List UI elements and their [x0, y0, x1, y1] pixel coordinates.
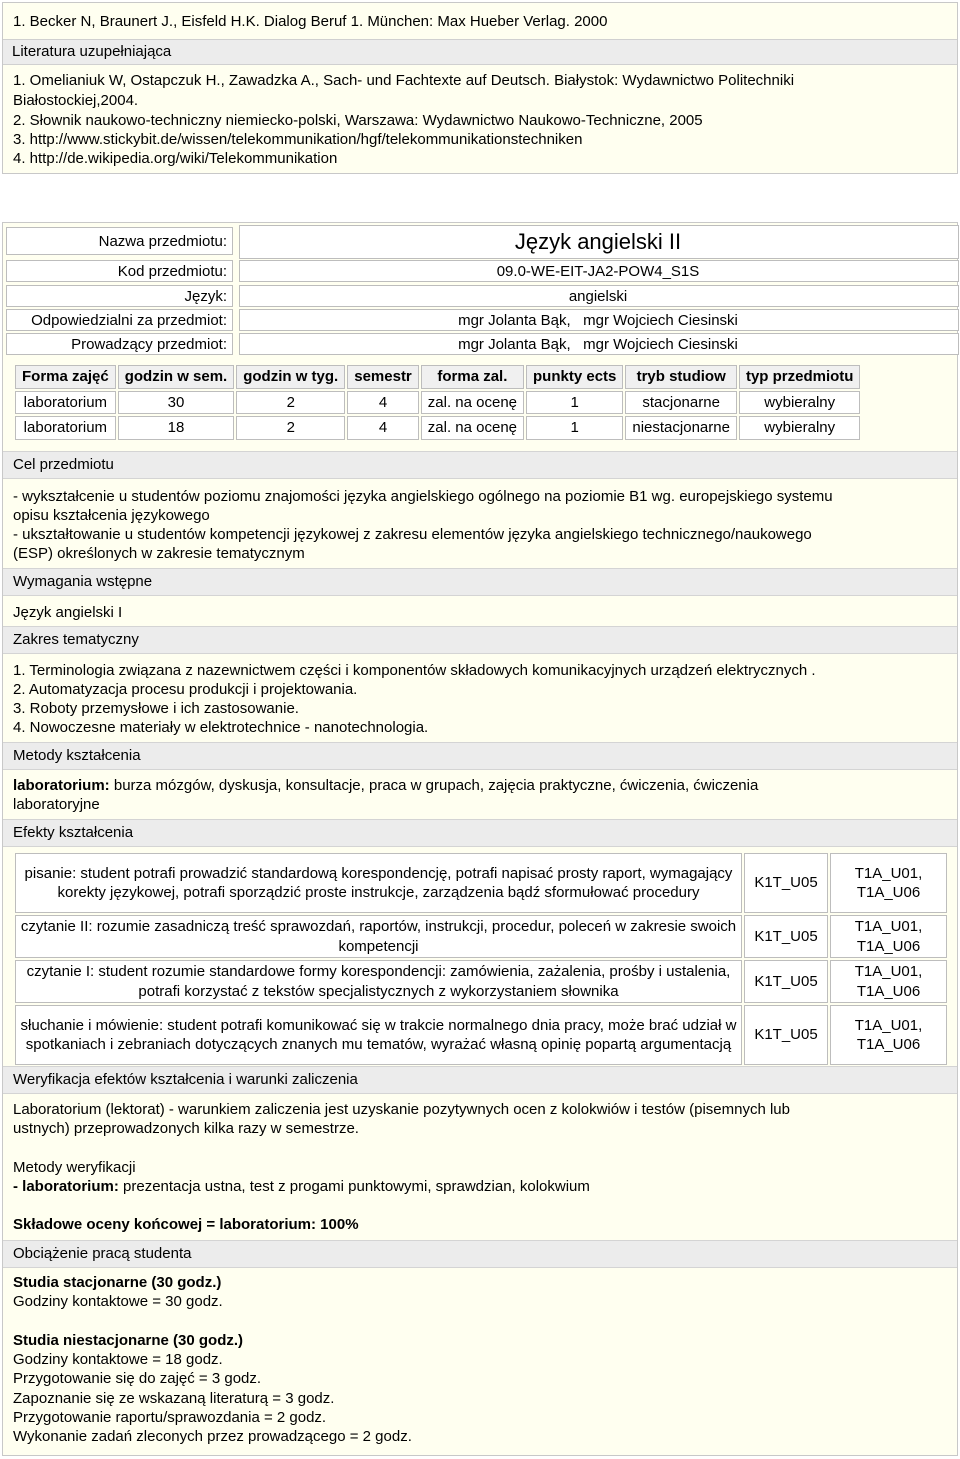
table-cell: wybieralny: [739, 416, 861, 440]
column-header: typ przedmiotu: [739, 365, 861, 389]
column-header: tryb studiow: [625, 365, 737, 389]
course-card: [2, 222, 958, 1456]
supplementary-literature-title: Literatura uzupełniająca: [3, 39, 957, 65]
supplementary-item: 2. Słownik naukowo-techniczny niemiecko-polski, Warszawa: Wydawnictwo Naukowo-Techniczne, 2005: [13, 112, 703, 129]
verification-title: Weryfikacja efektów kształcenia i warunki zaliczenia: [3, 1066, 957, 1094]
methods-title: Metody kształcenia: [3, 742, 957, 770]
table-cell: laboratorium: [15, 391, 116, 415]
supplementary-item: 1. Omelianiuk W, Ostapczuk H., Zawadzka A., Sach- und Fachtexte auf Deutsch. Białystok: Wydawnictwo Politechniki: [13, 72, 795, 89]
verification-methods-title: Metody weryfikacji: [13, 1159, 136, 1176]
workload-item: Przygotowanie się do zajęć = 3 godz.: [13, 1370, 262, 1387]
language-value: angielski: [568, 288, 628, 305]
basic-literature-item: 1. Becker N, Braunert J., Eisfeld H.K. Dialog Beruf 1. München: Max Hueber Verlag. 2000: [13, 13, 608, 30]
effect-code: K1T_U05: [744, 915, 828, 958]
table-cell: 18: [118, 416, 235, 440]
table-cell: 1: [526, 416, 623, 440]
table-cell: 2: [236, 416, 345, 440]
table-header-row: [15, 365, 860, 389]
effect-code: K1T_U05: [744, 853, 828, 913]
table-cell: zal. na ocenę: [421, 391, 524, 415]
supplementary-item: 4. http://de.wikipedia.org/wiki/Telekommunikation: [13, 150, 338, 167]
part-time-title: Studia niestacjonarne (30 godz.): [13, 1332, 244, 1349]
table-cell: 2: [236, 391, 345, 415]
effect-code: K1T_U05: [744, 1005, 828, 1065]
literature-block: [2, 2, 958, 174]
column-header: punkty ects: [526, 365, 623, 389]
course-name: Język angielski II: [514, 229, 682, 254]
table-cell: stacjonarne: [625, 391, 737, 415]
table-cell: 4: [347, 416, 419, 440]
workload-title: Obciążenie pracą studenta: [3, 1240, 957, 1268]
column-header: godzin w sem.: [118, 365, 235, 389]
effect-description: czytanie II: rozumie zasadniczą treść sprawozdań, raportów, instrukcji, procedur, poleceń w zakresie swoich kompetencji: [15, 915, 742, 958]
column-header: godzin w tyg.: [236, 365, 345, 389]
prerequisites-title: Wymagania wstępne: [3, 568, 957, 596]
scope-title: Zakres tematyczny: [3, 626, 957, 654]
table-cell: wybieralny: [739, 391, 861, 415]
effect-reference: T1A_U01, T1A_U06: [830, 915, 947, 958]
course-name-label: Nazwa przedmiotu:: [98, 233, 227, 250]
course-forms-table: [13, 363, 862, 442]
verification-text: ustnych) przeprowadzonych kilka razy w semestrze.: [13, 1120, 359, 1137]
goal-text: opisu kształcenia językowego: [13, 507, 210, 524]
effect-reference: T1A_U01, T1A_U06: [830, 1005, 947, 1065]
table-cell: laboratorium: [15, 416, 116, 440]
methods-text: laboratoryjne: [13, 796, 100, 813]
responsible-label: Odpowiedzialni za przedmiot:: [31, 312, 227, 329]
table-cell: niestacjonarne: [625, 416, 737, 440]
scope-item: 1. Terminologia związana z nazewnictwem części i komponentów składowych komunikacyjnych urządzeń elektrycznych .: [13, 662, 816, 679]
goal-text: - wykształcenie u studentów poziomu znajomości języka angielskiego ogólnego na poziomie B1 wg. europejskiego systemu: [13, 488, 833, 505]
goal-text: - ukształtowanie u studentów kompetencji językowej z zakresu elementów języka angielskiego technicznego/naukowego: [13, 526, 812, 543]
supplementary-item: 3. http://www.stickybit.de/wissen/telekommunikation/hgf/telekommunikationstechniken: [13, 131, 583, 148]
table-cell: 30: [118, 391, 235, 415]
final-grade-composition: Składowe oceny końcowej = laboratorium: 100%: [13, 1216, 359, 1233]
verification-text: Laboratorium (lektorat) - warunkiem zaliczenia jest uzyskanie pozytywnych ocen z kolokwiów i testów (pisemnych lub: [13, 1101, 790, 1118]
lecturer-value: mgr Jolanta Bąk, mgr Wojciech Ciesinski: [458, 336, 738, 353]
effect-reference: T1A_U01, T1A_U06: [830, 853, 947, 913]
supplementary-item: Białostockiej,2004.: [13, 92, 139, 109]
scope-item: 3. Roboty przemysłowe i ich zastosowanie.: [13, 700, 299, 717]
effect-row: [15, 853, 947, 913]
methods-text: [3, 776, 768, 796]
workload-item: Zapoznanie się ze wskazaną literaturą = 3 godz.: [13, 1390, 335, 1407]
goal-title: Cel przedmiotu: [3, 451, 957, 479]
language-label: Język:: [184, 288, 227, 305]
effect-reference: T1A_U01, T1A_U06: [830, 960, 947, 1003]
effects-title: Efekty kształcenia: [3, 819, 957, 847]
table-cell: 1: [526, 391, 623, 415]
table-row: [15, 391, 860, 415]
workload-item: Godziny kontaktowe = 30 godz.: [13, 1293, 223, 1310]
full-time-title: Studia stacjonarne (30 godz.): [13, 1274, 222, 1291]
column-header: forma zal.: [421, 365, 524, 389]
workload-item: Przygotowanie raportu/sprawozdania = 2 godz.: [13, 1409, 327, 1426]
table-cell: 4: [347, 391, 419, 415]
effect-row: [15, 915, 947, 958]
table-row: [15, 416, 860, 440]
methods-label: laboratorium:: [13, 777, 110, 794]
effect-description: słuchanie i mówienie: student potrafi komunikować się w trakcie normalnego dnia pracy, może brać udział w spotkaniach i zebraniach dotyczących znanych mu tematów, wyrażać własną opinię popartą argumentacją: [15, 1005, 742, 1065]
effect-description: pisanie: student potrafi prowadzić standardową korespondencję, potrafi napisać prosty raport, wymagający korekty językowej, potrafi sporządzić proste instrukcje, zarządzenia bądź sformułować procedury: [15, 853, 742, 913]
scope-item: 2. Automatyzacja procesu produkcji i projektowania.: [13, 681, 358, 698]
methods-description: burza mózgów, dyskusja, konsultacje, praca w grupach, zajęcia praktyczne, ćwiczenia, ćwiczenia: [109, 777, 759, 794]
prerequisites-text: Język angielski I: [13, 604, 123, 621]
lecturer-label: Prowadzący przedmiot:: [71, 336, 227, 353]
column-header: Forma zajęć: [15, 365, 116, 389]
workload-item: Godziny kontaktowe = 18 godz.: [13, 1351, 223, 1368]
effect-description: czytanie I: student rozumie standardowe formy korespondencji: zamówienia, zażalenia, prośby i ustalenia, potrafi korzystać z tekstów specjalistycznych z wykorzystaniem słownika: [15, 960, 742, 1003]
scope-item: 4. Nowoczesne materiały w elektrotechnice - nanotechnologia.: [13, 719, 429, 736]
course-code-label: Kod przedmiotu:: [117, 263, 227, 280]
table-cell: zal. na ocenę: [421, 416, 524, 440]
effect-row: [15, 1005, 947, 1065]
effect-row: [15, 960, 947, 1003]
goal-text: (ESP) określonych w zakresie tematycznym: [13, 545, 305, 562]
responsible-value: mgr Jolanta Bąk, mgr Wojciech Ciesinski: [458, 312, 738, 329]
column-header: semestr: [347, 365, 419, 389]
course-code: 09.0-WE-EIT-JA2-POW4_S1S: [496, 263, 700, 280]
workload-item: Wykonanie zadań zleconych przez prowadzącego = 2 godz.: [13, 1428, 412, 1445]
verification-methods-text: prezentacja ustna, test z progami punktowymi, sprawdzian, kolokwium: [118, 1178, 590, 1195]
effect-code: K1T_U05: [744, 960, 828, 1003]
verification-methods: [3, 1177, 600, 1197]
verification-methods-label: - laboratorium:: [13, 1178, 119, 1195]
effects-table: [13, 851, 949, 1067]
